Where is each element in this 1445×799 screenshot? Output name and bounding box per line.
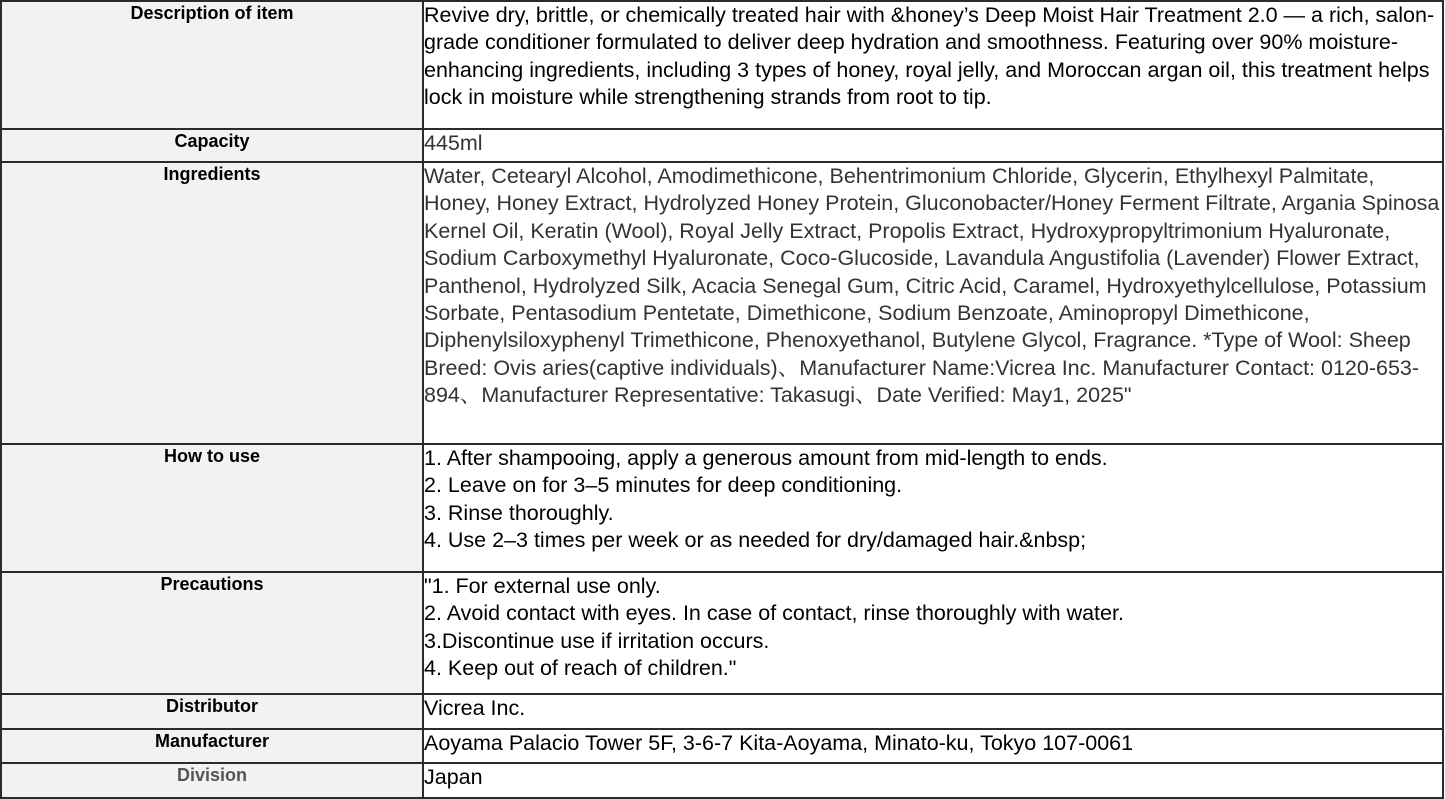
row-manufacturer xyxy=(1,729,1443,763)
ingredients-value: Water, Cetearyl Alcohol, Amodimethicone, Behentrimonium Chloride, Glycerin, Ethylhexyl Palmitate, Honey, Honey Extract, Hydrolyzed Honey Protein, Gluconobacter/Honey Ferment Filtrate, Argania Spinosa Kernel Oil, Keratin (Wool), Royal Jelly Extract, Propolis Extract, Hydroxypropyltrimonium Hyaluronate, Sodium Carboxymethyl Hyaluronate, Coco-Glucoside, Lavandula Angustifolia (Lavender) Flower Extract, Panthenol, Hydrolyzed Silk, Acacia Senegal Gum, Citric Acid, Caramel, Hydroxyethylcellulose, Potassium Sorbate, Pentasodium Pentetate, Dimethicone, Sodium Benzoate, Aminopropyl Dimethicone, Diphenylsiloxyphenyl Trimethicone, Phenoxyethanol, Butylene Glycol, Fragrance. *Type of Wool: Sheep Breed: Ovis aries(captive individuals)、Manufacturer Name:Vicrea Inc. Manufacturer Contact: 0120-653-894、Manufacturer Representative: Takasugi、Date Verified: May1, 2025" xyxy=(423,162,1443,444)
how-to-use-step: 3. Rinse thoroughly. xyxy=(424,500,614,525)
precautions-value xyxy=(423,572,1443,694)
distributor-value: Vicrea Inc. xyxy=(423,694,1443,729)
row-capacity xyxy=(1,129,1443,162)
row-how-to-use xyxy=(1,444,1443,572)
precautions-label: Precautions xyxy=(1,572,423,694)
how-to-use-value xyxy=(423,444,1443,572)
how-to-use-label: How to use xyxy=(1,444,423,572)
precaution-item: 2. Avoid contact with eyes. In case of contact, rinse thoroughly with water. xyxy=(424,601,1124,626)
row-precautions xyxy=(1,572,1443,694)
manufacturer-value: Aoyama Palacio Tower 5F, 3-6-7 Kita-Aoyama, Minato-ku, Tokyo 107-0061 xyxy=(423,729,1443,763)
row-distributor xyxy=(1,694,1443,729)
row-division xyxy=(1,763,1443,798)
row-description xyxy=(1,1,1443,129)
description-label: Description of item xyxy=(1,1,423,129)
precaution-item: 4. Keep out of reach of children." xyxy=(424,656,737,681)
description-value: Revive dry, brittle, or chemically treated hair with &honey’s Deep Moist Hair Treatment 2.0 — a rich, salon-grade conditioner formulated to deliver deep hydration and smoothness. Featuring over 90% moisture-enhancing ingredients, including 3 types of honey, royal jelly, and Moroccan argan oil, this treatment helps lock in moisture while strengthening strands from root to tip. xyxy=(423,1,1443,129)
precaution-item: "1. For external use only. xyxy=(424,574,661,598)
how-to-use-step: 1. After shampooing, apply a generous amount from mid-length to ends. xyxy=(424,446,1108,470)
how-to-use-step: 4. Use 2–3 times per week or as needed for dry/damaged hair.&nbsp; xyxy=(424,528,1087,553)
ingredients-label: Ingredients xyxy=(1,162,423,444)
distributor-label: Distributor xyxy=(1,694,423,729)
division-value: Japan xyxy=(423,763,1443,798)
row-ingredients xyxy=(1,162,1443,444)
precaution-item: 3.Discontinue use if irritation occurs. xyxy=(424,628,770,653)
division-label: Division xyxy=(1,763,423,798)
manufacturer-label: Manufacturer xyxy=(1,729,423,763)
how-to-use-step: 2. Leave on for 3–5 minutes for deep conditioning. xyxy=(424,473,903,498)
capacity-label: Capacity xyxy=(1,129,423,162)
capacity-value: 445ml xyxy=(423,129,1443,162)
